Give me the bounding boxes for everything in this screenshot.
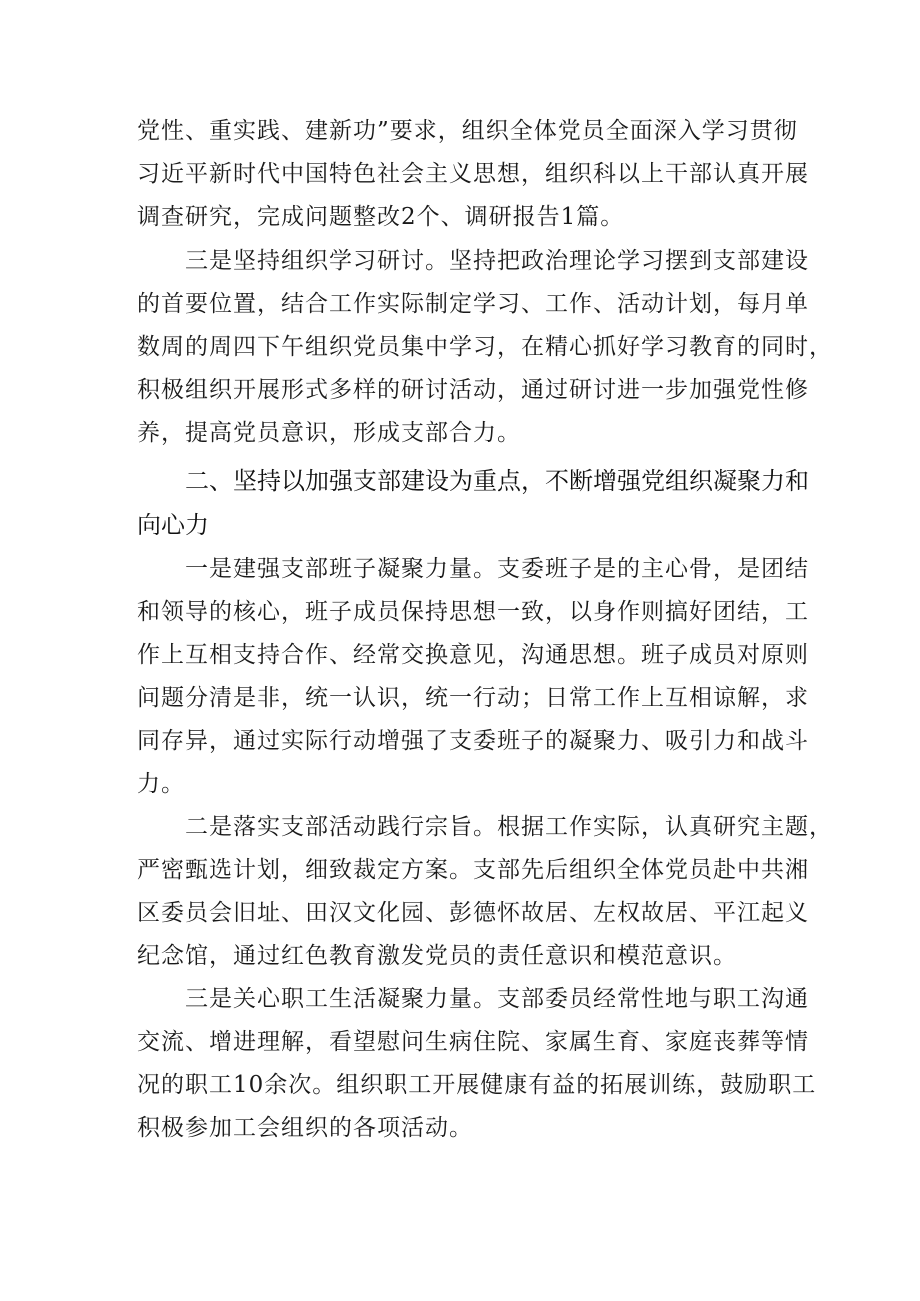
text-line: 党性、重实践、建新功”要求，组织全体党员全面深入学习贯彻: [137, 118, 798, 144]
text-line: 交流、增进理解，看望慰问生病住院、家属生育、家庭丧葬等情: [137, 1029, 809, 1055]
text-line: 区委员会旧址、田汉文化园、彭德怀故居、左权故居、平江起义: [137, 900, 809, 926]
text-line: 三是坚持组织学习研讨。坚持把政治理论学习摆到支部建设: [185, 248, 809, 274]
text-line: 习近平新时代中国特色社会主义思想，组织科以上干部认真开展: [137, 161, 809, 187]
text-line: 严密甄选计划，细致裁定方案。支部先后组织全体党员赴中共湘: [137, 857, 809, 883]
paragraph-study-discussion: [137, 240, 833, 455]
text-line: 积极组织开展形式多样的研讨活动，通过研讨进一步加强党性修: [137, 377, 809, 403]
text-line: 二是落实支部活动践行宗旨。根据工作实际，认真研究主题，: [185, 814, 833, 840]
text-line: 调查研究，完成问题整改2个、调研报告1篇。: [137, 204, 625, 230]
text-line: 三是关心职工生活凝聚力量。支部委员经常性地与职工沟通: [185, 986, 809, 1012]
paragraph-staff-care: [137, 978, 817, 1150]
section-heading: [137, 459, 809, 547]
text-line: 力。: [137, 771, 185, 797]
paragraph-continuation: [137, 110, 809, 239]
text-line: 况的职工10余次。组织职工开展健康有益的拓展训练，鼓励职工: [137, 1072, 817, 1098]
text-line: 和领导的核心，班子成员保持思想一致，以身作则搞好团结，工: [137, 599, 809, 625]
text-line: 纪念馆，通过红色教育激发党员的责任意识和模范意识。: [137, 943, 737, 969]
text-line: 积极参加工会组织的各项活动。: [137, 1115, 473, 1141]
paragraph-branch-activities: [137, 806, 833, 978]
text-line: 数周的周四下午组织党员集中学习，在精心抓好学习教育的同时，: [137, 334, 833, 360]
heading-line: 二、坚持以加强支部建设为重点，不断增强党组织凝聚力和: [185, 467, 809, 495]
heading-line: 向心力: [137, 511, 209, 539]
text-line: 同存异，通过实际行动增强了支委班子的凝聚力、吸引力和战斗: [137, 728, 809, 754]
text-line: 一是建强支部班子凝聚力量。支委班子是的主心骨，是团结: [185, 556, 809, 582]
paragraph-team-cohesion: [137, 548, 809, 806]
text-line: 的首要位置，结合工作实际制定学习、工作、活动计划，每月单: [137, 291, 809, 317]
text-line: 作上互相支持合作、经常交换意见，沟通思想。班子成员对原则: [137, 642, 809, 668]
text-line: 问题分清是非，统一认识，统一行动；日常工作上互相谅解，求: [137, 685, 809, 711]
text-line: 养，提高党员意识，形成支部合力。: [137, 420, 521, 446]
